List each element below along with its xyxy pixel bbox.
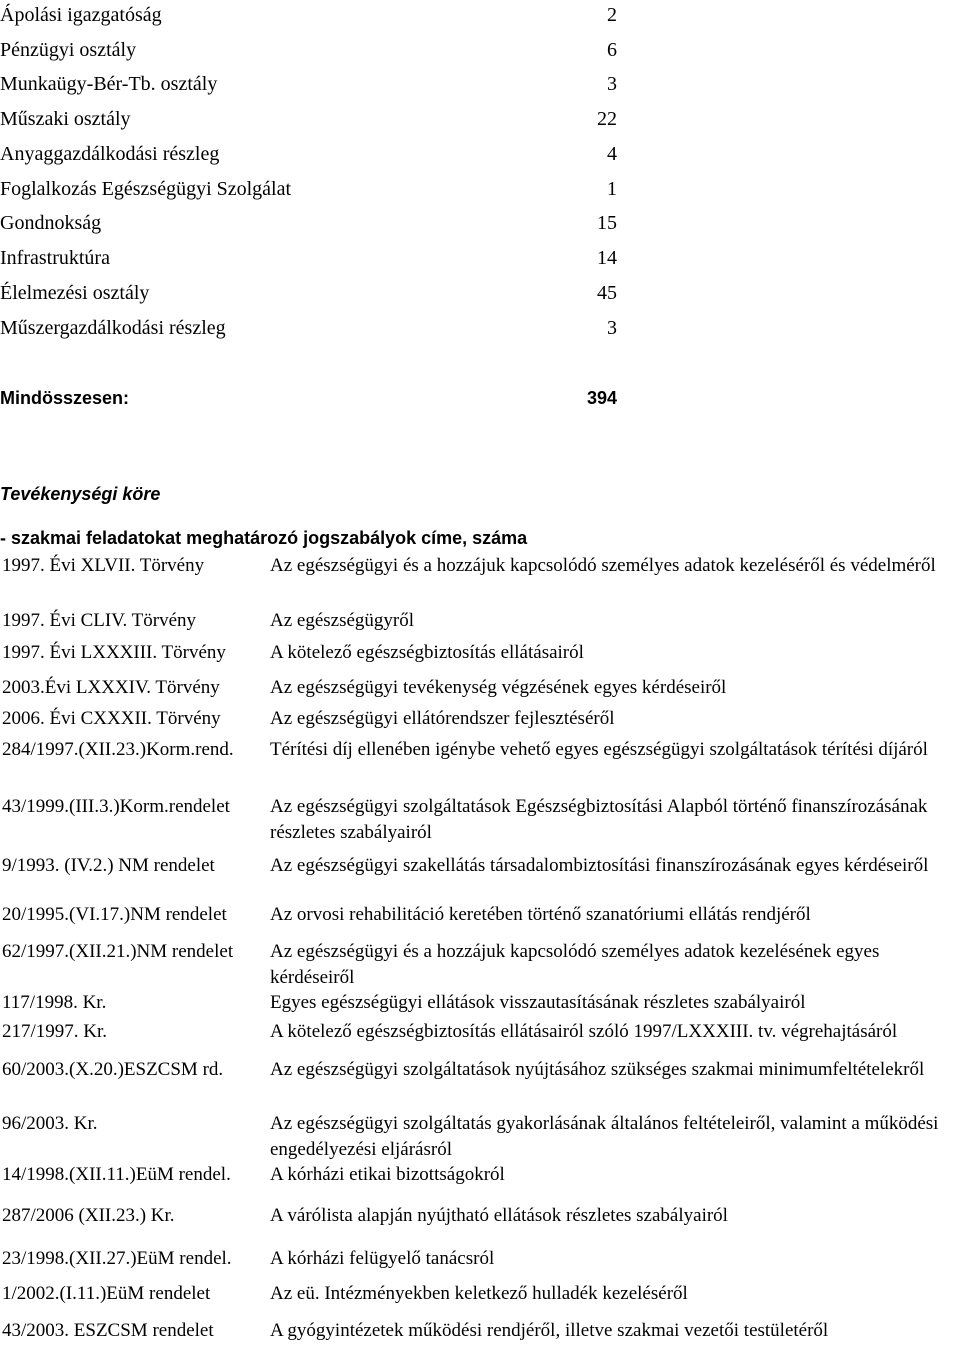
department-name: Műszergazdálkodási részleg: [0, 317, 226, 339]
department-row: [0, 280, 620, 306]
law-title: A várólista alapján nyújtható ellátások részletes szabályairól: [270, 1205, 728, 1226]
law-title: A gyógyintézetek működési rendjéről, illetve szakmai vezetői testületéről: [270, 1320, 829, 1341]
section-subtitle: - szakmai feladatokat meghatározó jogszabályok címe, száma: [0, 528, 528, 548]
department-count: 22: [597, 108, 617, 130]
law-reference: 23/1998.(XII.27.)EüM rendel.: [2, 1248, 232, 1269]
law-title: Az egészségügyi szolgáltatás gyakorlásának általános feltételeiről, valamint a működési engedélyezési eljárásról: [270, 1113, 939, 1160]
department-count: 2: [607, 4, 617, 26]
total-row: [0, 385, 620, 411]
department-name: Foglalkozás Egészségügyi Szolgálat: [0, 178, 292, 200]
law-title: A kötelező egészségbiztosítás ellátásairól: [270, 642, 584, 663]
law-reference: 2006. Évi CXXXII. Törvény: [2, 708, 221, 729]
law-reference: 1997. Évi CLIV. Törvény: [2, 610, 197, 631]
law-title: Az egészségügyi és a hozzájuk kapcsolódó személyes adatok kezeléséről és védelméről: [270, 555, 936, 576]
department-row: [0, 245, 620, 271]
total-value: 394: [586, 388, 617, 408]
law-title: A kötelező egészségbiztosítás ellátásairól szóló 1997/LXXXIII. tv. végrehajtásáról: [270, 1021, 898, 1042]
department-count: 15: [597, 212, 617, 234]
department-name: Munkaügy-Bér-Tb. osztály: [0, 73, 218, 95]
law-reference: 1/2002.(I.11.)EüM rendelet: [2, 1283, 211, 1304]
law-reference: 14/1998.(XII.11.)EüM rendel.: [2, 1164, 231, 1185]
law-title: Az egészségügyi szakellátás társadalombiztosítási finanszírozásának egyes kérdéseiről: [270, 855, 929, 876]
department-count: 6: [607, 39, 617, 61]
law-reference: 96/2003. Kr.: [2, 1113, 98, 1134]
law-title: A kórházi etikai bizottságokról: [270, 1164, 505, 1185]
department-name: Gondnokság: [0, 212, 102, 234]
department-row: [0, 106, 620, 132]
law-title: Az egészségügyi és a hozzájuk kapcsolódó személyes adatok kezelésének egyes kérdéseiről: [270, 941, 880, 988]
law-reference: 1997. Évi XLVII. Törvény: [2, 555, 205, 576]
department-row: [0, 315, 620, 341]
section-title: Tevékenységi köre: [0, 484, 161, 504]
law-title: A kórházi felügyelő tanácsról: [270, 1248, 495, 1269]
law-reference: 62/1997.(XII.21.)NM rendelet: [2, 941, 234, 962]
department-row: [0, 176, 620, 202]
law-title: Térítési díj ellenében igénybe vehető egyes egészségügyi szolgáltatások térítési díjáról: [270, 739, 928, 760]
law-reference: 43/2003. ESZCSM rendelet: [2, 1320, 214, 1341]
department-row: [0, 210, 620, 236]
law-title: Az egészségügyről: [270, 610, 415, 631]
law-reference: 217/1997. Kr.: [2, 1021, 108, 1042]
department-name: Ápolási igazgatóság: [0, 4, 162, 26]
department-row: [0, 37, 620, 63]
law-title: Az egészségügyi tevékenység végzésének egyes kérdéseiről: [270, 677, 727, 698]
law-reference: 60/2003.(X.20.)ESZCSM rd.: [2, 1059, 224, 1080]
law-reference: 284/1997.(XII.23.)Korm.rend.: [2, 739, 234, 760]
law-reference: 9/1993. (IV.2.) NM rendelet: [2, 855, 215, 876]
department-count: 4: [607, 143, 617, 165]
law-title: Az egészségügyi szolgáltatások Egészségbiztosítási Alapból történő finanszírozásának részletes szabályairól: [270, 796, 928, 843]
law-reference: 43/1999.(III.3.)Korm.rendelet: [2, 796, 230, 817]
department-name: Élelmezési osztály: [0, 282, 150, 304]
department-row: [0, 2, 620, 28]
department-row: [0, 141, 620, 167]
law-title: Az egészségügyi ellátórendszer fejlesztéséről: [270, 708, 615, 729]
department-count: 3: [607, 317, 617, 339]
law-title: Egyes egészségügyi ellátások visszautasításának részletes szabályairól: [270, 992, 806, 1013]
law-reference: 1997. Évi LXXXIII. Törvény: [2, 642, 226, 663]
law-title: Az eü. Intézményekben keletkező hulladék kezeléséről: [270, 1283, 688, 1304]
department-count: 45: [597, 282, 617, 304]
department-count: 1: [607, 178, 617, 200]
department-name: Infrastruktúra: [0, 247, 110, 269]
total-label: Mindösszesen:: [0, 388, 130, 408]
department-name: Anyaggazdálkodási részleg: [0, 143, 220, 165]
department-name: Műszaki osztály: [0, 108, 131, 130]
department-row: [0, 71, 620, 97]
law-reference: 287/2006 (XII.23.) Kr.: [2, 1205, 175, 1226]
department-count: 3: [607, 73, 617, 95]
department-name: Pénzügyi osztály: [0, 39, 137, 61]
law-title: Az egészségügyi szolgáltatások nyújtásához szükséges szakmai minimumfeltételekről: [270, 1059, 925, 1080]
law-reference: 20/1995.(VI.17.)NM rendelet: [2, 904, 227, 925]
law-reference: 117/1998. Kr.: [2, 992, 107, 1013]
department-count: 14: [597, 247, 617, 269]
law-title: Az orvosi rehabilitáció keretében történő szanatóriumi ellátás rendjéről: [270, 904, 811, 925]
law-reference: 2003.Évi LXXXIV. Törvény: [2, 677, 220, 698]
